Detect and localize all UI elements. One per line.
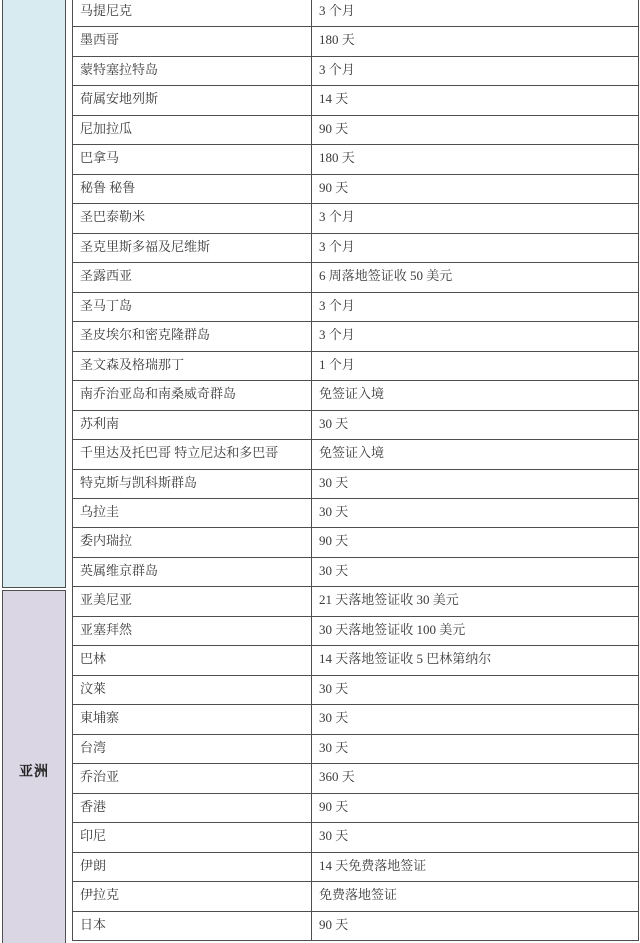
country-cell: 英属维京群岛 [73, 558, 312, 586]
country-cell: 尼加拉瓜 [73, 116, 312, 144]
country-cell: 汶萊 [73, 676, 312, 704]
duration-cell: 30 天 [319, 739, 349, 755]
duration-cell: 30 天 [319, 562, 349, 578]
duration-cell: 3 个月 [319, 327, 355, 343]
duration-cell: 21 天落地签证收 30 美元 [319, 592, 459, 608]
duration-cell: 180 天 [319, 150, 355, 166]
table-row [73, 57, 638, 86]
table-row [73, 86, 638, 115]
country-cell: 亚塞拜然 [73, 617, 312, 645]
duration-cell: 3 个月 [319, 238, 355, 254]
table-row [73, 764, 638, 793]
table-row [73, 116, 638, 145]
table-row [73, 705, 638, 734]
country-cell: 圣皮埃尔和密克隆群岛 [73, 322, 312, 350]
country-cell: 圣露西亚 [73, 263, 312, 291]
country-cell: 墨西哥 [73, 27, 312, 55]
country-cell: 圣克里斯多福及尼维斯 [73, 234, 312, 262]
table-row [73, 794, 638, 823]
country-cell: 马提尼克 [73, 0, 312, 26]
table-row [73, 882, 638, 911]
country-cell: 日本 [73, 912, 312, 940]
table-row [73, 381, 638, 410]
table-row [73, 145, 638, 174]
table-row [73, 470, 638, 499]
table-row [73, 587, 638, 616]
table-row [73, 204, 638, 233]
region-label: 亚洲 [19, 765, 49, 780]
country-cell: 伊拉克 [73, 882, 312, 910]
region-cell [2, 0, 66, 588]
country-cell: 圣文森及格瑞那丁 [73, 352, 312, 380]
duration-cell: 90 天 [319, 179, 349, 195]
duration-cell: 90 天 [319, 120, 349, 136]
table-row [73, 27, 638, 56]
country-cell: 台湾 [73, 735, 312, 763]
table-row [73, 0, 638, 27]
country-cell: 圣巴泰勒米 [73, 204, 312, 232]
country-cell: 東埔寨 [73, 705, 312, 733]
duration-cell: 14 天免费落地签证 [319, 857, 427, 873]
table-row [73, 617, 638, 646]
table-row [73, 175, 638, 204]
country-cell: 乔治亚 [73, 764, 312, 792]
table-row [73, 322, 638, 351]
duration-cell: 30 天 [319, 710, 349, 726]
duration-cell: 3 个月 [319, 3, 355, 18]
country-cell: 巴林 [73, 646, 312, 674]
visa-table [72, 0, 639, 941]
duration-cell: 14 天 [319, 91, 349, 107]
duration-cell: 180 天 [319, 32, 355, 48]
table-row [73, 528, 638, 557]
duration-cell: 3 个月 [319, 61, 355, 77]
country-cell: 圣马丁岛 [73, 293, 312, 321]
country-cell: 特克斯与凯科斯群岛 [73, 470, 312, 498]
country-cell: 亚美尼亚 [73, 587, 312, 615]
country-cell: 巴拿马 [73, 145, 312, 173]
table-row [73, 234, 638, 263]
duration-cell: 30 天 [319, 474, 349, 490]
duration-cell: 免签证入境 [319, 386, 385, 402]
duration-cell: 6 周落地签证收 50 美元 [319, 268, 453, 284]
duration-cell: 30 天 [319, 503, 349, 519]
table-row [73, 558, 638, 587]
country-cell: 千里达及托巴哥 特立尼达和多巴哥 [73, 440, 312, 468]
country-cell: 苏利南 [73, 411, 312, 439]
table-row [73, 912, 638, 941]
table-row [73, 440, 638, 469]
table-row [73, 676, 638, 705]
duration-cell: 3 个月 [319, 209, 355, 225]
country-cell: 蒙特塞拉特岛 [73, 57, 312, 85]
table-row [73, 293, 638, 322]
table-row [73, 735, 638, 764]
country-cell: 秘鲁 秘鲁 [73, 175, 312, 203]
table-row [73, 263, 638, 292]
duration-cell: 14 天落地签证收 5 巴林第纳尔 [319, 651, 492, 667]
duration-cell: 90 天 [319, 533, 349, 549]
duration-cell: 3 个月 [319, 297, 355, 313]
table-row [73, 646, 638, 675]
table-row [73, 823, 638, 852]
country-cell: 荷属安地列斯 [73, 86, 312, 114]
duration-cell: 30 天落地签证收 100 美元 [319, 621, 466, 637]
duration-cell: 1 个月 [319, 356, 355, 372]
country-cell: 乌拉圭 [73, 499, 312, 527]
duration-cell: 360 天 [319, 769, 355, 785]
country-cell: 伊朗 [73, 853, 312, 881]
country-cell: 印尼 [73, 823, 312, 851]
duration-cell: 90 天 [319, 916, 349, 932]
duration-cell: 90 天 [319, 798, 349, 814]
duration-cell: 免费落地签证 [319, 887, 398, 903]
region-cell [2, 590, 66, 943]
duration-cell: 30 天 [319, 415, 349, 431]
country-cell: 南乔治亚岛和南桑威奇群岛 [73, 381, 312, 409]
country-cell: 香港 [73, 794, 312, 822]
table-row [73, 499, 638, 528]
duration-cell: 30 天 [319, 680, 349, 696]
table-row [73, 853, 638, 882]
duration-cell: 免签证入境 [319, 445, 385, 461]
region-column [2, 0, 66, 943]
duration-cell: 30 天 [319, 828, 349, 844]
country-cell: 委内瑞拉 [73, 528, 312, 556]
table-row [73, 352, 638, 381]
table-row [73, 411, 638, 440]
